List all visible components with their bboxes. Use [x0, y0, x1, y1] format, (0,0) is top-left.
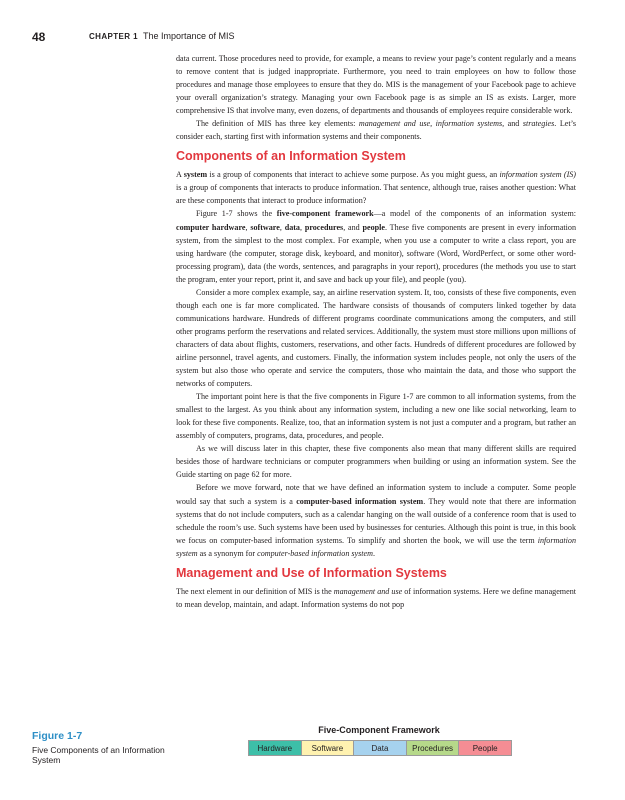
figure-label: Figure 1-7: [32, 730, 83, 742]
paragraph-3: A system is a group of components that interact to achieve some purpose. As you might guess, an information system (IS) is a group of components that interacts to produce information. That sentence, although true, raises another question: What are these components that interact to produce information?: [176, 170, 577, 206]
main-text-column: [176, 52, 576, 611]
chapter-label: CHAPTER 1: [89, 32, 138, 41]
paragraph-5: Consider a more complex example, say, an airline reservation system. It, too, consists of these five components, even though each one is far more complicated. The hardware consists of thousands of computers linked together by data communications hardware. Hundreds of different programs coordinate communications among the computers, and still other programs perform the reservations and related services. Additionally, the system must store millions upon millions of characters of data about flights, customers, reservations, and other facts. Hundreds of different procedures are followed by airline personnel, travel agents, and customers. Finally, the information system includes people, not only the users of the system but also those who operate and service the computers, those who maintain the data, and those who support the networks of computers.: [176, 287, 576, 389]
five-component-diagram: [248, 740, 512, 756]
component-procedures: Procedures: [407, 741, 460, 755]
figure-caption: [32, 730, 167, 765]
section-heading-management: Management and Use of Information Systems: [176, 565, 447, 580]
paragraph-9: The next element in our definition of MIS is the management and use of information systems. Here we define management to mean develop, maintain, and adapt. Information systems do not pop: [176, 586, 576, 609]
paragraph-4: Figure 1-7 shows the five-component framework—a model of the components of an information system: computer hardware, software, data, procedures, and people. These five components are present in every information system, from the simplest to the most complex. For example, when you use a computer to write a class report, you are using hardware (the computer, storage disk, keyboard, and monitor), software (Word, WordPerfect, or some other word-processing program), data (the words, sentences, and paragraphs in your report), procedures (the methods you use to start the program, enter your report, print it, and save and back up your file), and people (you).: [176, 209, 577, 284]
page-number: 48: [32, 30, 46, 44]
section-heading-components: Components of an Information System: [176, 149, 406, 164]
figure-heading: Five-Component Framework: [318, 725, 440, 735]
paragraph-6: The important point here is that the five components in Figure 1-7 are common to all information systems, from the smallest to the largest. As you think about any information system, including a new one like social networking, learn to look for these five components. Realize, too, that an information system is not just a computer and a program, but rather an assembly of computers, programs, data, procedures, and people.: [176, 392, 576, 441]
paragraph-1: data current. Those procedures need to provide, for example, a means to review your page’s content regularly and a means to remove content that is judged inappropriate. Furthermore, you need to train employees on how to follow those procedures and manage those employees to ensure that they do. MIS is the management of your Facebook page to achieve your overall organization’s strategy. Managing your own Facebook page is as simple an IS as exists. Larger, more comprehensive IS that involve many, even dozens, of departments and thousands of employees require considerable work.: [176, 54, 576, 116]
component-software: Software: [302, 741, 355, 755]
component-data: Data: [354, 741, 407, 755]
component-people: People: [459, 741, 511, 755]
paragraph-7: As we will discuss later in this chapter, these five components also mean that many different skills are required besides those of hardware technicians or computer programmers when building or using an information system. See the Guide starting on page 62 for more.: [176, 444, 576, 480]
running-header: [32, 30, 592, 44]
component-hardware: Hardware: [249, 741, 302, 755]
figure-title: Five Components of an Information System: [32, 745, 165, 765]
paragraph-8: Before we move forward, note that we have defined an information system to include a computer. Some people would say that such a system is a computer-based information system. They would note that there are information systems that do not include computers, such as a calendar hanging on the wall outside of a conference room that is used to schedule the room’s use. Such systems have been used by businesses for centuries. Although this point is true, in this book we focus on computer-based information systems. To simplify and shorten the book, we will use the term information system as a synonym for computer-based information system.: [176, 483, 577, 558]
paragraph-2: The definition of MIS has three key elements: management and use, information systems, and strategies. Let’s consider each, starting first with information systems and their components.: [176, 119, 577, 142]
chapter-title: The Importance of MIS: [143, 31, 235, 41]
